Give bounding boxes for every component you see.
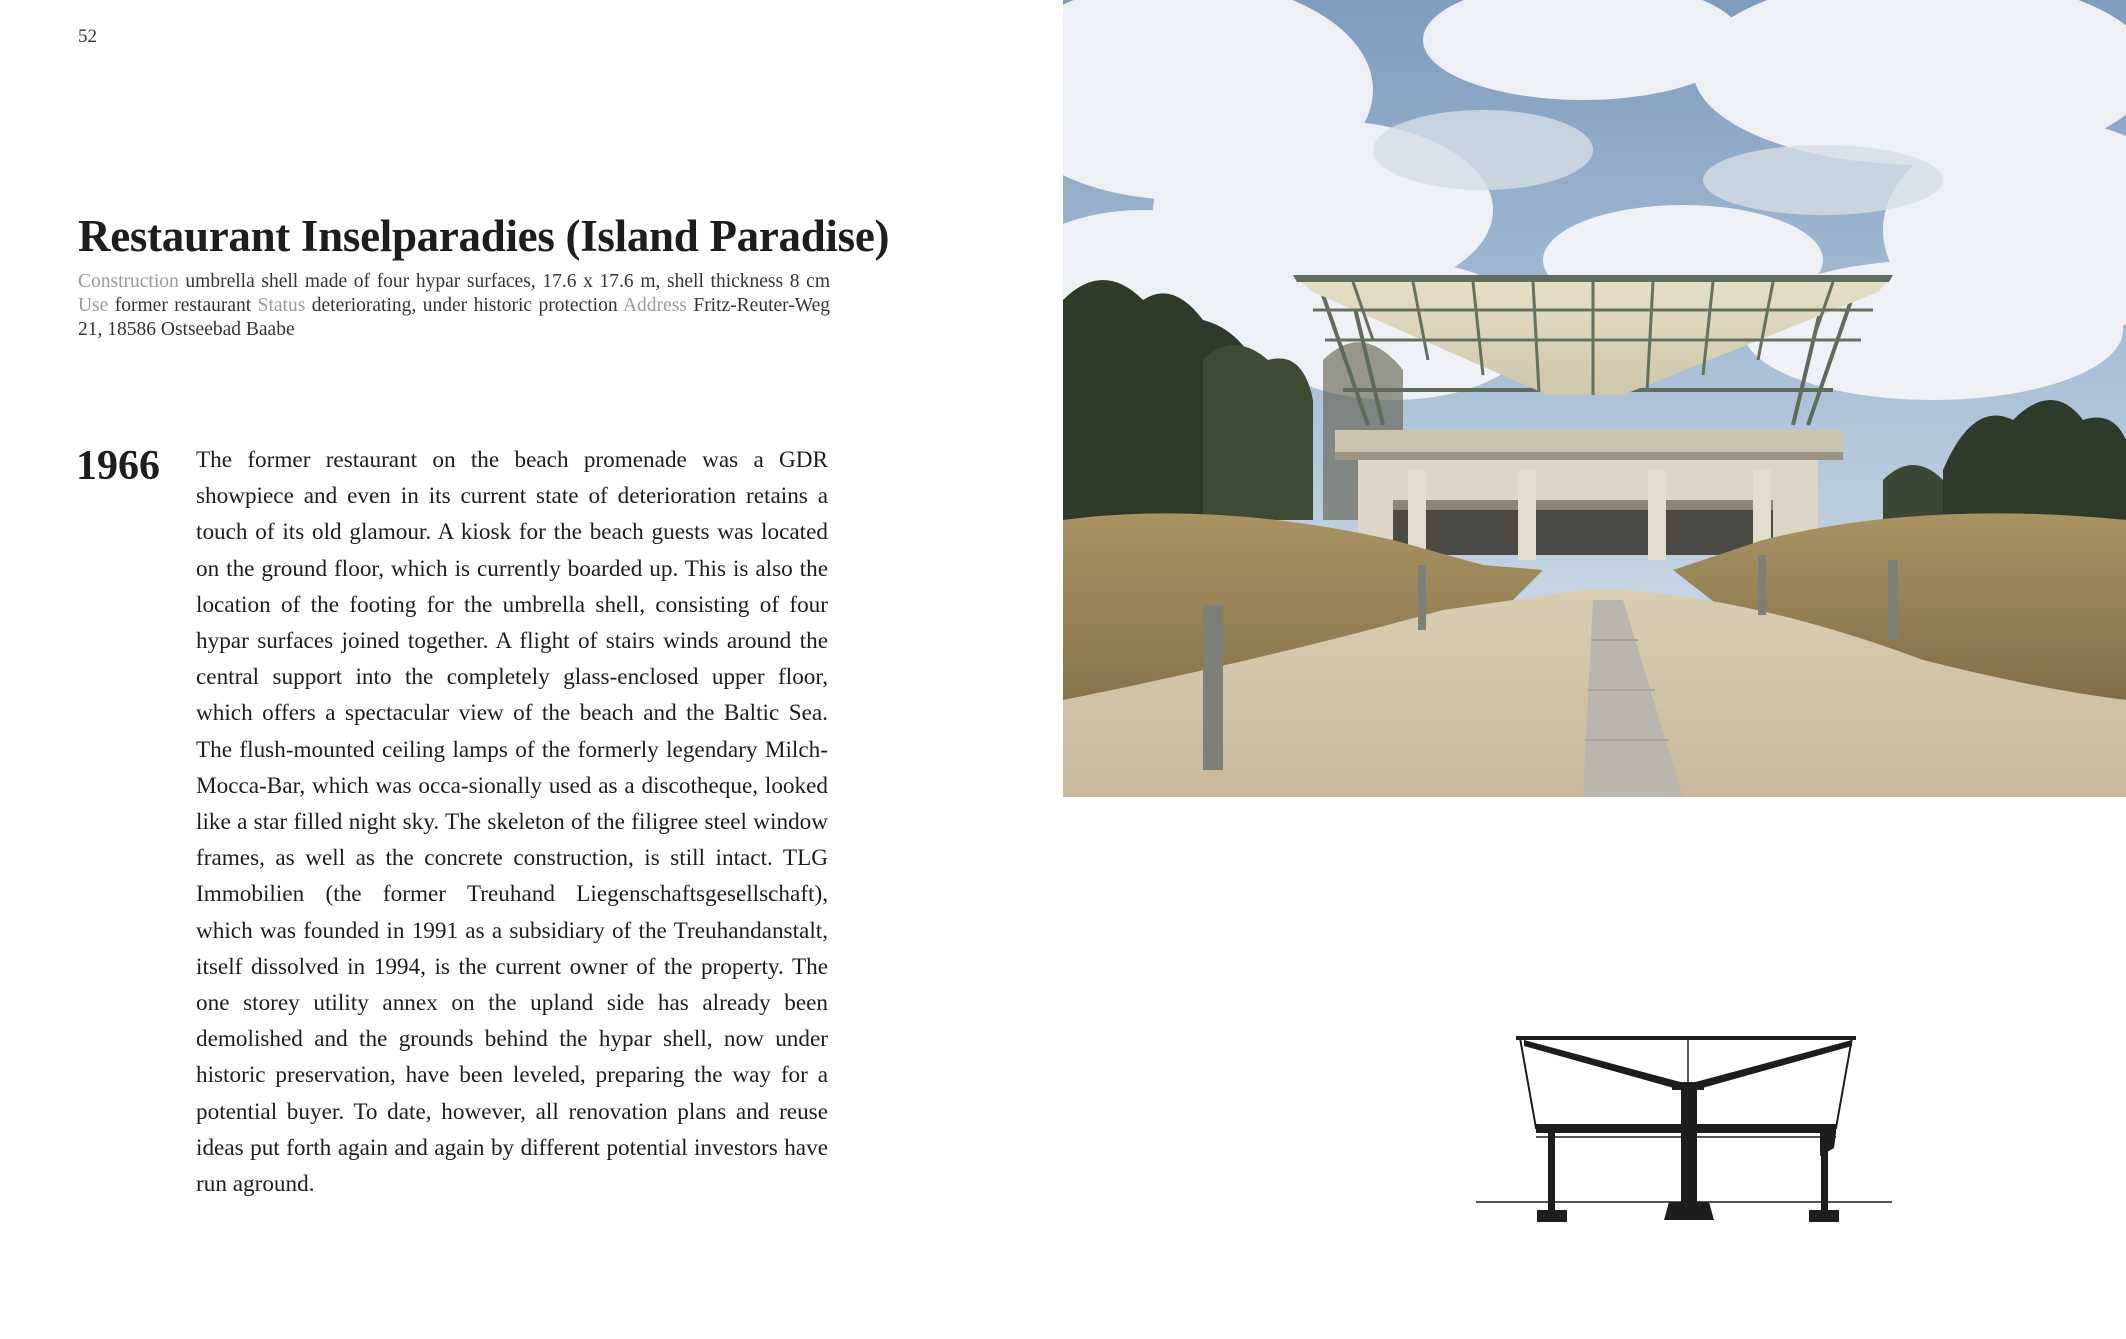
fact-key-status: Status xyxy=(257,295,306,316)
article-title: Restaurant Inselparadies (Island Paradise) xyxy=(78,211,890,261)
fact-value-status: deteriorating, under historic protection xyxy=(311,295,618,316)
construction-year: 1966 xyxy=(76,443,160,489)
building-photo xyxy=(1063,0,2126,797)
building-facts xyxy=(78,270,830,342)
fact-key-address: Address xyxy=(622,295,687,316)
page-number: 52 xyxy=(78,26,97,47)
section-drawing xyxy=(1476,1030,1892,1235)
fact-value-construction: umbrella shell made of four hypar surfaces, 17.6 x 17.6 m, shell thickness 8 cm xyxy=(185,271,831,292)
fact-key-use: Use xyxy=(78,295,109,316)
body-text: The former restaurant on the beach promenade was a GDR showpiece and even in its current state of deterioration retains a touch of its old glamour. A kiosk for the beach guests was located on the ground floor, which is currently boarded up. This is also the location of the footing for the umbrella shell, consisting of four hypar surfaces joined together. A flight of stairs winds around the central support into the completely glass-enclosed upper floor, which offers a spectacular view of the beach and the Baltic Sea. The flush-mounted ceiling lamps of the formerly legendary Milch-Mocca-Bar, which was occa-sionally used as a discotheque, looked like a star filled night sky. The skeleton of the filigree steel window frames, as well as the concrete construction, is still intact. TLG Immobilien (the former Treuhand Liegenschaftsgesellschaft), which was founded in 1991 as a subsidiary of the Treuhandanstalt, itself dissolved in 1994, is the current owner of the property. The one storey utility annex on the upland side has already been demolished and the grounds behind the hypar shell, now under historic preservation, have been leveled, preparing the way for a potential buyer. To date, however, all renovation plans and reuse ideas put forth again and again by different potential investors have run aground. xyxy=(196,447,828,1198)
fact-key-construction: Construction xyxy=(78,271,179,292)
fact-value-address: Fritz-Reuter-Weg 21, 18586 Ostseebad Baabe xyxy=(78,295,830,340)
fact-value-use: former restaurant xyxy=(114,295,252,316)
